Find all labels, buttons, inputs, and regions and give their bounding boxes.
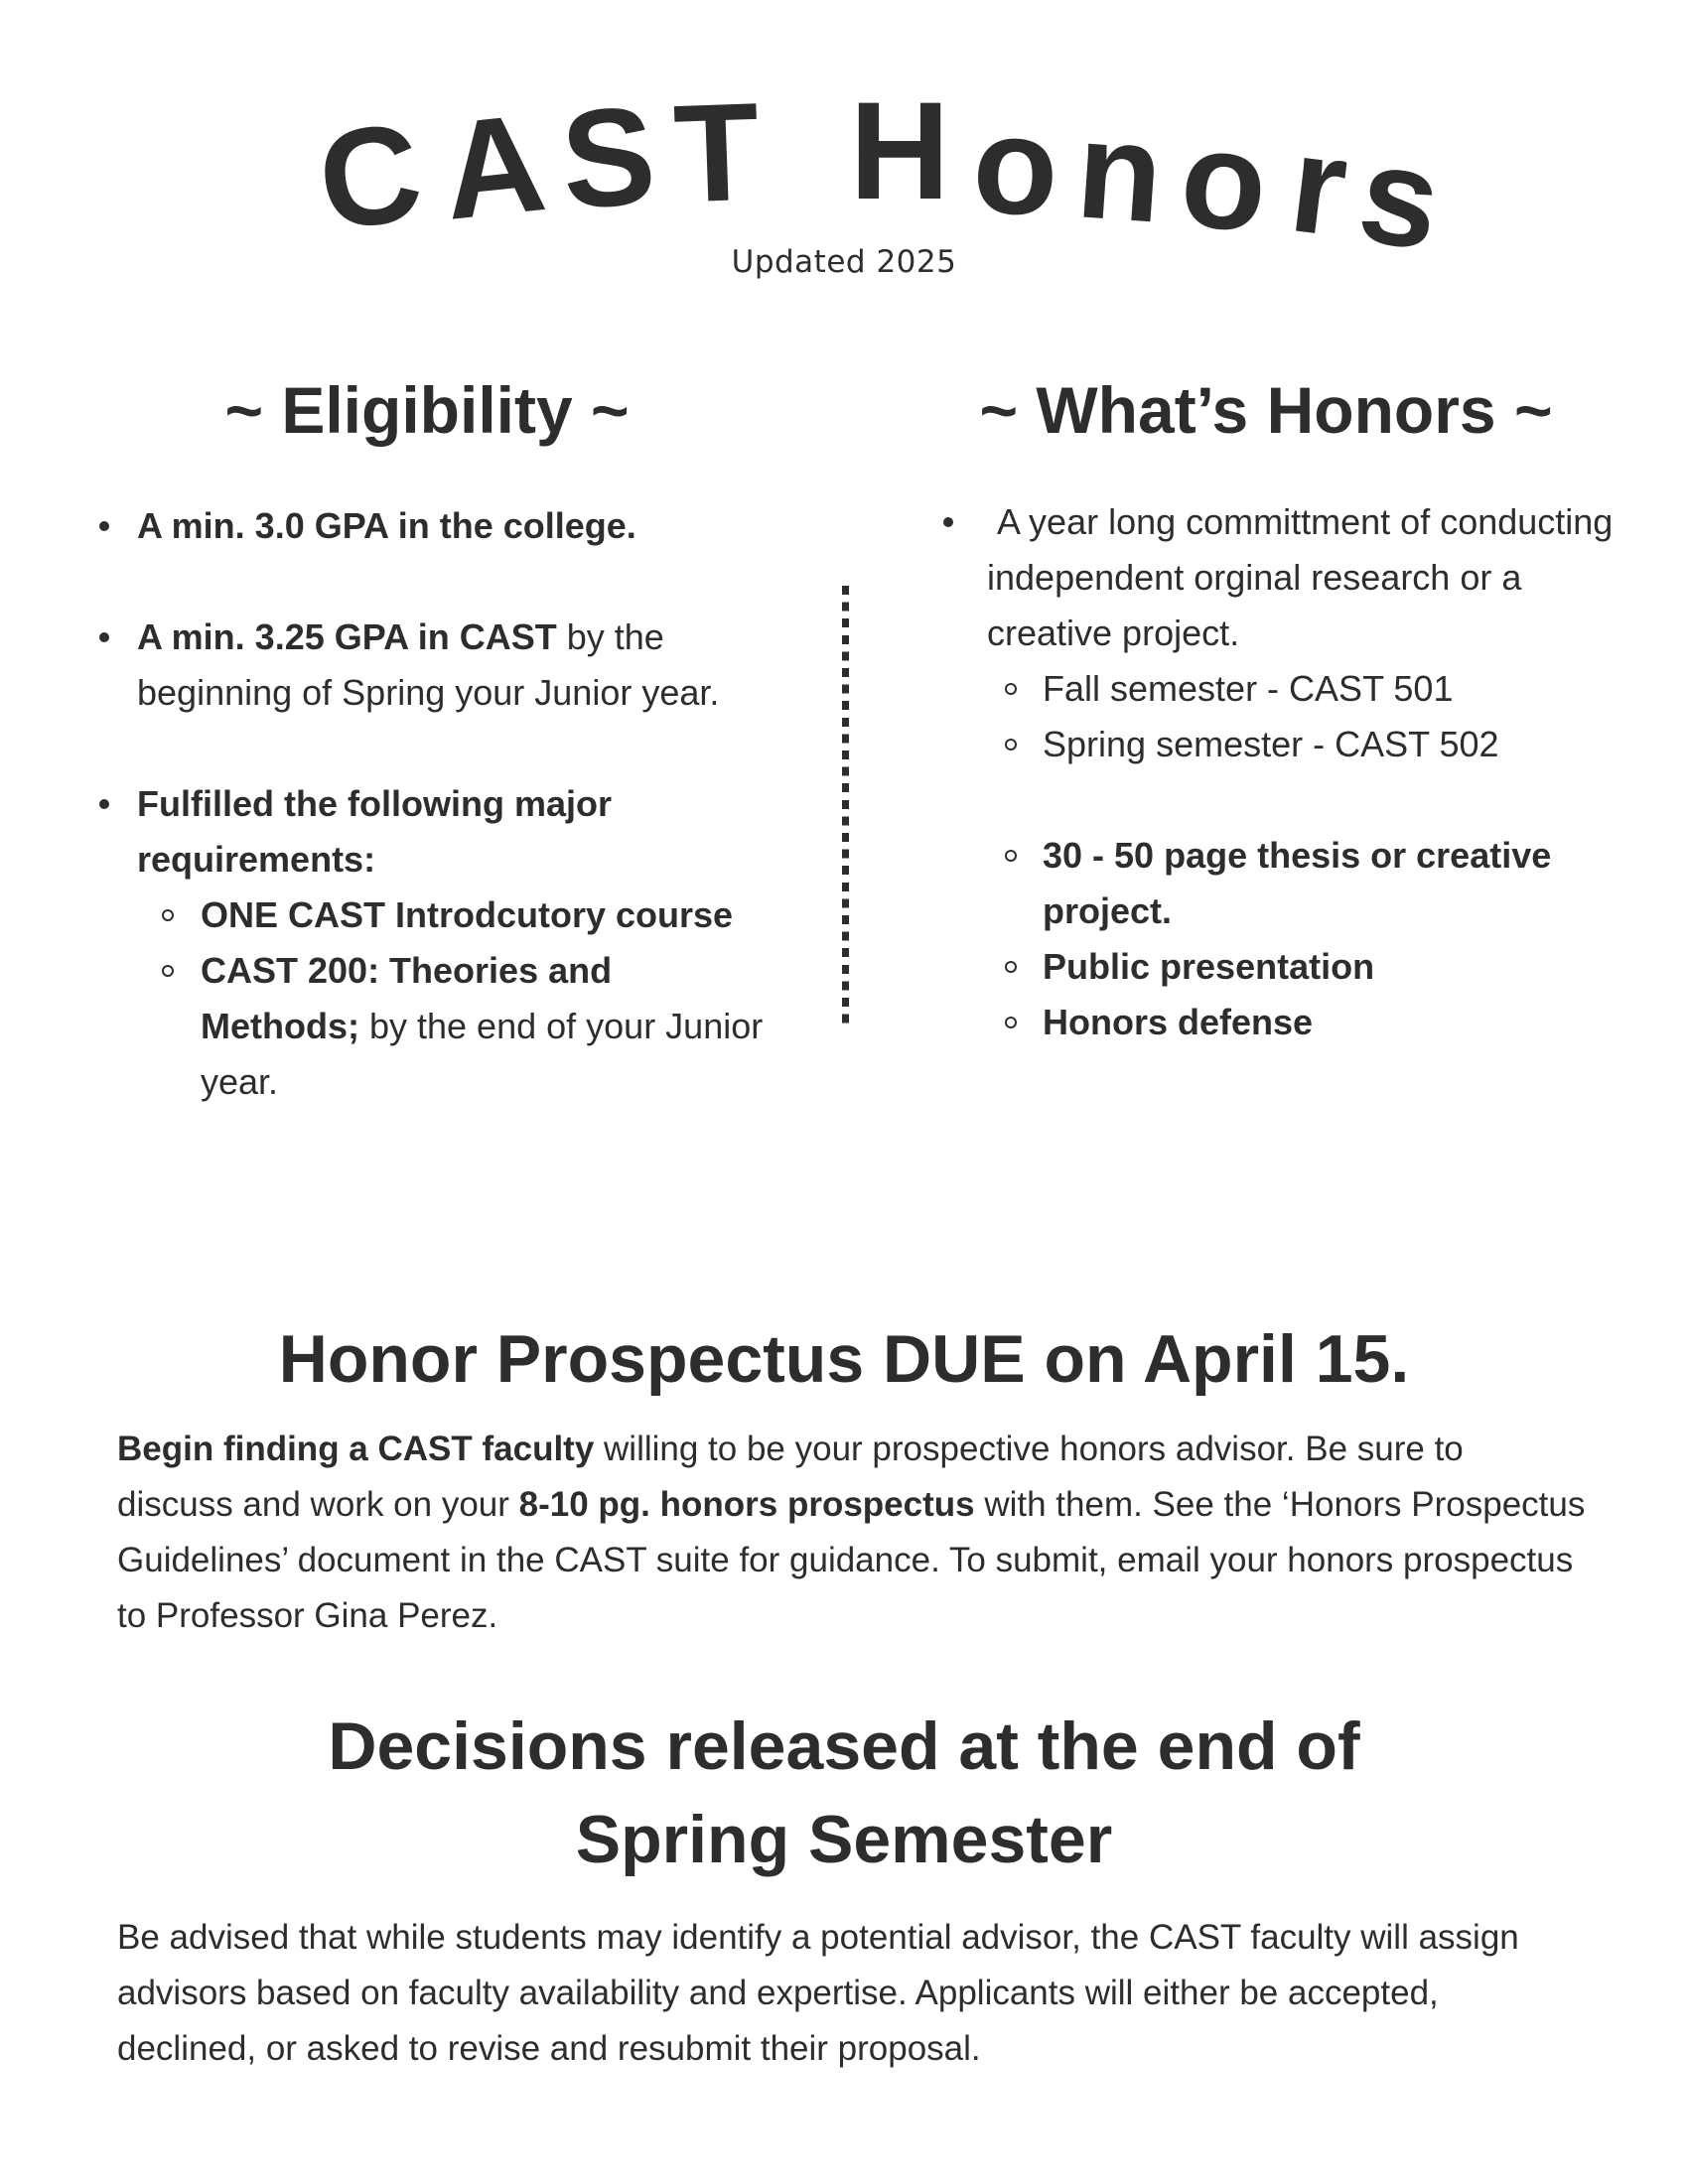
- title-space: [766, 83, 804, 222]
- list-item: [933, 494, 1648, 1050]
- prospectus-text-1: willing to be your prospective honors advisor. Be sure to discuss and work on your: [117, 1430, 1464, 1524]
- whats-honors-list: [933, 494, 1648, 1050]
- title-letter: H: [849, 72, 950, 228]
- list-item: [89, 776, 765, 1110]
- honors-intro: A year long committment of conducting independent orginal research or a creative project.: [987, 501, 1623, 653]
- requirement-intro-course: ONE CAST Introdcutory course: [201, 894, 734, 935]
- circle-bullet-icon: [1005, 961, 1017, 973]
- list-item: [981, 995, 1648, 1050]
- whats-honors-heading: ~ What’s Honors ~: [979, 373, 1553, 447]
- title-letter: S: [556, 75, 660, 239]
- list-item: [981, 661, 1648, 717]
- bullet-icon: [99, 799, 109, 809]
- spring-semester-course: Spring semester - CAST 502: [1043, 724, 1499, 764]
- decisions-heading: [0, 1700, 1688, 1886]
- title-letter: C: [308, 91, 430, 261]
- list-item: [89, 610, 765, 721]
- circle-bullet-icon: [1005, 739, 1017, 751]
- title-letter: A: [435, 83, 552, 249]
- title-letter: n: [1071, 90, 1168, 252]
- eligibility-gpa-college: A min. 3.0 GPA in the college.: [137, 505, 636, 546]
- circle-bullet-icon: [1005, 1017, 1017, 1028]
- public-presentation: Public presentation: [1043, 946, 1375, 987]
- prospectus-paragraph: [117, 1422, 1587, 1644]
- requirement-cast-200-detail: by the end of your Junior year.: [201, 1006, 764, 1102]
- title-letter: s: [1349, 113, 1451, 281]
- title-letter: T: [671, 72, 763, 232]
- bullet-icon: [99, 521, 109, 531]
- circle-bullet-icon: [162, 965, 174, 977]
- dotted-divider: [842, 586, 849, 1028]
- list-item: [137, 943, 765, 1110]
- eligibility-gpa-cast-detail: by the beginning of Spring your Junior year.: [137, 616, 720, 713]
- decisions-heading-line-2: Spring Semester: [575, 1802, 1113, 1877]
- list-item: [89, 498, 765, 554]
- circle-bullet-icon: [162, 909, 174, 921]
- bullet-icon: [943, 517, 953, 527]
- prospectus-heading: Honor Prospectus DUE on April 15.: [278, 1321, 1410, 1397]
- thesis-requirement: 30 - 50 page thesis or creative project.: [1043, 835, 1552, 931]
- title-letter: o: [1175, 98, 1274, 262]
- list-item: [981, 828, 1648, 939]
- eligibility-requirements: Fulfilled the following major requirements:: [137, 783, 612, 880]
- title-letter: o: [970, 85, 1061, 245]
- prospectus-bold-1: Begin finding a CAST faculty: [117, 1430, 595, 1468]
- list-item: [137, 887, 765, 943]
- eligibility-list: [89, 498, 765, 1110]
- list-item: [981, 939, 1648, 995]
- list-item: [981, 717, 1648, 772]
- fall-semester-course: Fall semester - CAST 501: [1043, 668, 1454, 709]
- title-letter: r: [1282, 104, 1355, 266]
- requirement-cast-200: CAST 200: Theories and Methods;: [201, 950, 613, 1046]
- eligibility-heading: ~ Eligibility ~: [224, 373, 630, 447]
- decisions-paragraph: Be advised that while students may identify a potential advisor, the CAST faculty will assign advisors based on faculty availability and expertise. Applicants will either be accepted, declined, or asked to revise and resubmit their proposal.: [117, 1918, 1519, 2068]
- prospectus-text-2: with them. See the ‘Honors Prospectus Guidelines’ document in the CAST suite for guidance. To submit, email your honors prospectus to Professor Gina Perez.: [117, 1485, 1586, 1635]
- prospectus-bold-2: 8-10 pg. honors prospectus: [518, 1485, 975, 1524]
- updated-date: Updated 2025: [731, 244, 957, 280]
- decisions-heading-line-1: Decisions released at the end of: [328, 1708, 1360, 1784]
- bullet-icon: [99, 632, 109, 642]
- circle-bullet-icon: [1005, 683, 1017, 695]
- honors-defense: Honors defense: [1043, 1002, 1314, 1042]
- circle-bullet-icon: [1005, 850, 1017, 862]
- eligibility-gpa-cast: A min. 3.25 GPA in CAST: [137, 616, 557, 657]
